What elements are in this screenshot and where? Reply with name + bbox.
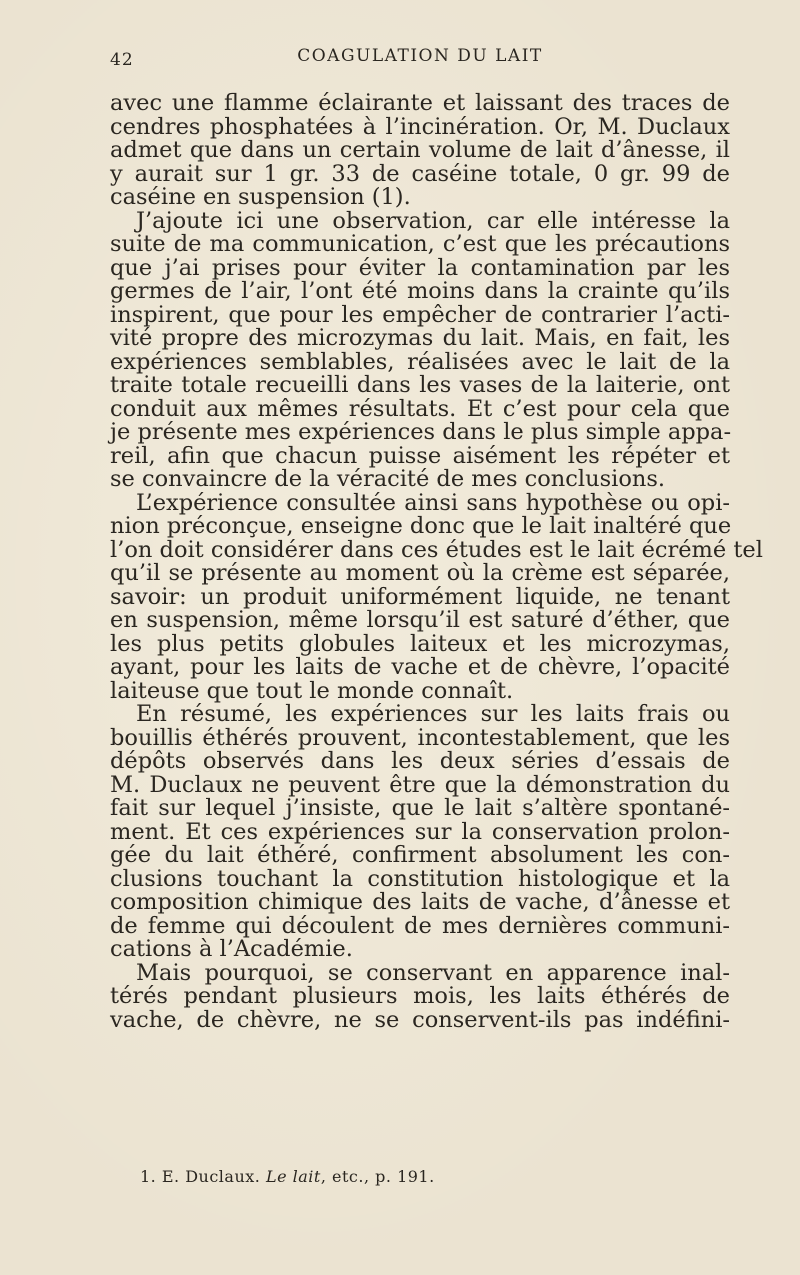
text-line: de femme qui découlent de mes dernières communi- — [110, 912, 730, 939]
paragraph — [110, 959, 730, 1033]
page-header — [110, 46, 730, 76]
text-line: caséine en suspension (1). — [110, 184, 411, 210]
text-line: avec une flamme éclairante et laissant des traces de — [110, 90, 730, 116]
text-line: que j’ai prises pour éviter la contamination par les — [110, 254, 730, 281]
text-line: nion préconçue, enseigne donc que le lait inaltéré que — [110, 513, 732, 539]
text-line: En résumé, les expériences sur les laits frais ou — [136, 701, 730, 727]
text-line: cations à l’Académie. — [110, 936, 353, 962]
text-line: J’ajoute ici une observation, car elle intéresse la — [136, 207, 730, 234]
page-number: 42 — [110, 50, 134, 70]
text-line: l’on doit considérer dans ces études est le lait écrémé tel — [110, 536, 763, 563]
paragraph — [110, 207, 732, 492]
text-line: bouillis éthérés prouvent, incontestablement, que les — [110, 724, 730, 751]
text-line: se convaincre de la véracité de mes conclusions. — [110, 466, 666, 492]
text-line: M. Duclaux ne peuvent être que la démonstration du — [110, 771, 730, 798]
text-line: je présente mes expériences dans le plus simple appa- — [110, 419, 732, 445]
text-line: composition chimique des laits de vache, d’ânesse et — [110, 889, 730, 915]
footnote — [140, 1167, 435, 1186]
running-title: COAGULATION DU LAIT — [297, 46, 543, 66]
text-line: fait sur lequel j’insiste, que le lait s’altère spontané- — [110, 795, 730, 821]
paragraph — [110, 489, 763, 704]
text-line: ayant, pour les laits de vache et de chèvre, l’opacité — [110, 654, 730, 680]
text-line: les plus petits globules laiteux et les microzymas, — [110, 630, 730, 657]
footnote-work-title: Le lait — [265, 1167, 321, 1186]
text-line: vité propre des microzymas du lait. Mais, en fait, les — [110, 325, 730, 351]
text-line: dépôts observés dans les deux séries d’essais de — [110, 748, 730, 774]
text-line: traite totale recueilli dans les vases de la laiterie, ont — [110, 372, 730, 398]
text-line: germes de l’air, l’ont été moins dans la crainte qu’ils — [110, 278, 730, 304]
text-line: suite de ma communication, c’est que les précautions — [110, 231, 730, 257]
body-text — [110, 90, 763, 1033]
paragraph — [110, 703, 730, 962]
text-line: ment. Et ces expériences sur la conservation prolon- — [110, 818, 730, 845]
text-line: reil, afin que chacun puisse aisément les répéter et — [110, 442, 730, 469]
text-line: savoir: un produit uniformément liquide, ne tenant — [110, 583, 730, 610]
text-line: Mais pourquoi, se conservant en apparence inal- — [136, 959, 730, 986]
text-line: cendres phosphatées à l’incinération. Or, M. Duclaux — [110, 113, 730, 140]
text-line: expériences semblables, réalisées avec le lait de la — [110, 348, 730, 375]
text-line: en suspension, même lorsqu’il est saturé d’éther, que — [110, 607, 730, 633]
paragraph — [110, 92, 730, 210]
text-line: conduit aux mêmes résultats. Et c’est pour cela que — [110, 395, 730, 422]
text-line: admet que dans un certain volume de lait d’ânesse, il — [110, 137, 730, 163]
text-line: L’expérience consultée ainsi sans hypothèse ou opi- — [136, 489, 730, 516]
text-line: gée du lait éthéré, confirment absolument les con- — [110, 842, 730, 868]
text-line: y aurait sur 1 gr. 33 de caséine totale, 0 gr. 99 de — [110, 160, 730, 187]
text-line: inspirent, que pour les empêcher de contrarier l’acti- — [110, 301, 730, 328]
text-line: térés pendant plusieurs mois, les laits éthérés de — [110, 983, 730, 1009]
text-line: qu’il se présente au moment où la crème est séparée, — [110, 560, 730, 586]
text-line: vache, de chèvre, ne se conservent-ils pas indéfini- — [110, 1006, 730, 1033]
text-line: clusions touchant la constitution histologique et la — [110, 865, 730, 892]
text-line: laiteuse que tout le monde connaît. — [110, 677, 514, 704]
footnote-marker: 1. E. Duclaux. — [140, 1167, 261, 1186]
footnote-citation-rest: , etc., p. 191. — [320, 1167, 435, 1186]
